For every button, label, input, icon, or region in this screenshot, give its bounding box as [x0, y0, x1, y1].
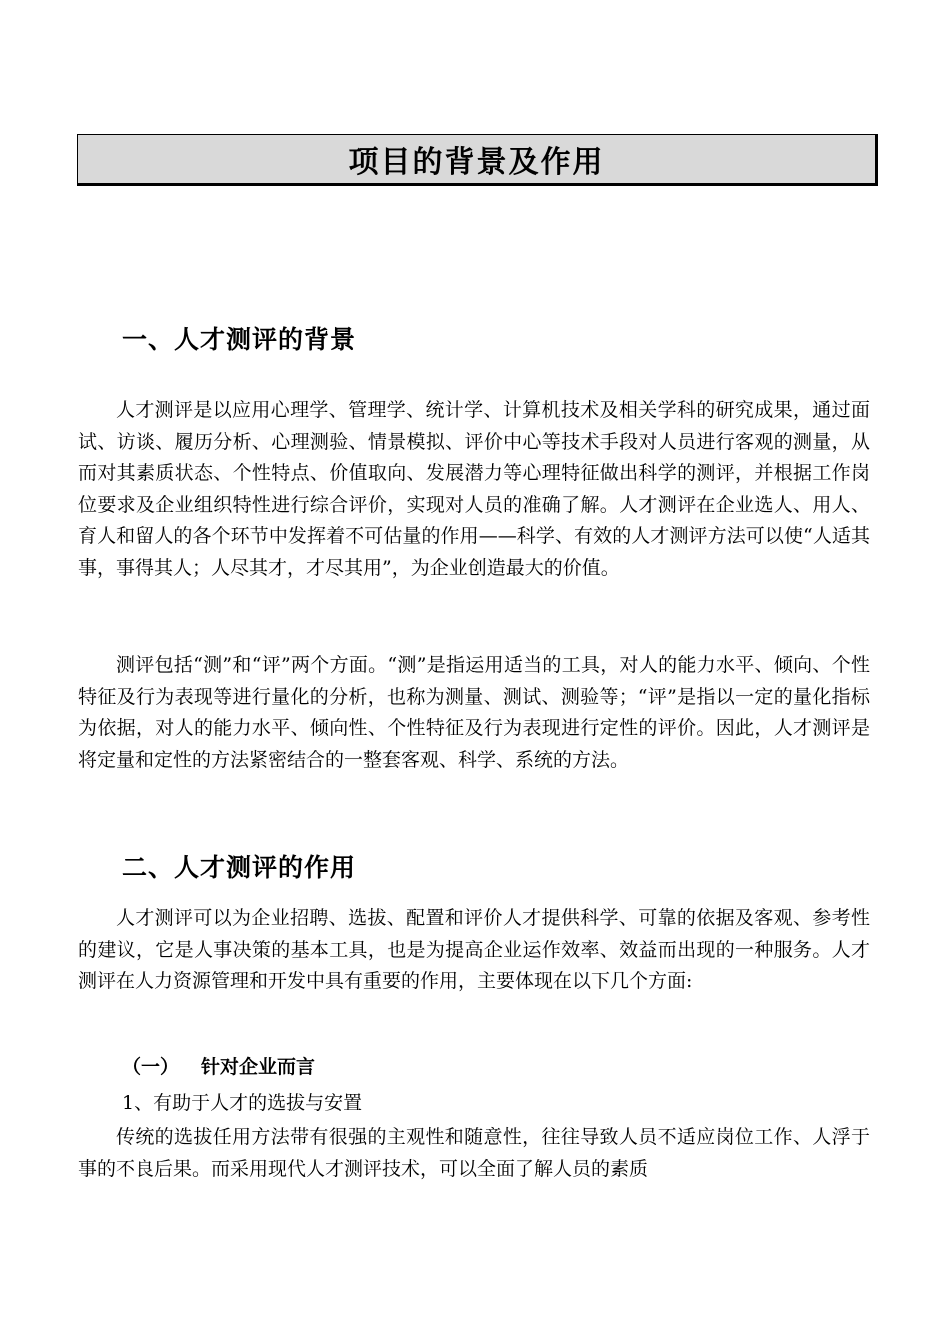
page-title: 项目的背景及作用	[348, 145, 605, 180]
section-heading-background: 一、人才测评的背景	[122, 325, 357, 354]
title-banner	[77, 134, 878, 186]
paragraph-selection: 传统的选拔任用方法带有很强的主观性和随意性，往往导致人员不适应岗位工作、人浮于事的不良后果。而采用现代人才测评技术，可以全面了解人员的素质	[78, 1126, 870, 1180]
paragraph-function-intro: 人才测评可以为企业招聘、选拔、配置和评价人才提供科学、可靠的依据及客观、参考性的建议，它是人事决策的基本工具，也是为提高企业运作效率、效益而出现的一种服务。人才测评在人力资源管理和开发中具有重要的作用，主要体现在以下几个方面:	[78, 907, 870, 992]
sub-heading-number: （一）	[122, 1056, 180, 1078]
sub-heading-enterprise	[122, 1052, 315, 1079]
item-heading-selection: 1、有助于人才的选拔与安置	[122, 1092, 363, 1114]
section-heading-function: 二、人才测评的作用	[122, 853, 357, 882]
paragraph-measure-evaluate: 测评包括“测”和“评”两个方面。“测”是指运用适当的工具，对人的能力水平、倾向、个性特征及行为表现等进行量化的分析，也称为测量、测试、测验等；“评”是指以一定的量化指标为依据，对人的能力水平、倾向性、个性特征及行为表现进行定性的评价。因此，人才测评是将定量和定性的方法紧密结合的一整套客观、科学、系统的方法。	[78, 654, 870, 771]
sub-heading-label: 针对企业而言	[201, 1056, 316, 1078]
paragraph-background-definition: 人才测评是以应用心理学、管理学、统计学、计算机技术及相关学科的研究成果，通过面试、访谈、履历分析、心理测验、情景模拟、评价中心等技术手段对人员进行客观的测量，从而对其素质状态、个性特点、价值取向、发展潜力等心理特征做出科学的测评，并根据工作岗位要求及企业组织特性进行综合评价，实现对人员的准确了解。人才测评在企业选人、用人、育人和留人的各个环节中发挥着不可估量的作用——科学、有效的人才测评方法可以使“人适其事，事得其人；人尽其才，才尽其用”，为企业创造最大的价值。	[78, 399, 870, 579]
